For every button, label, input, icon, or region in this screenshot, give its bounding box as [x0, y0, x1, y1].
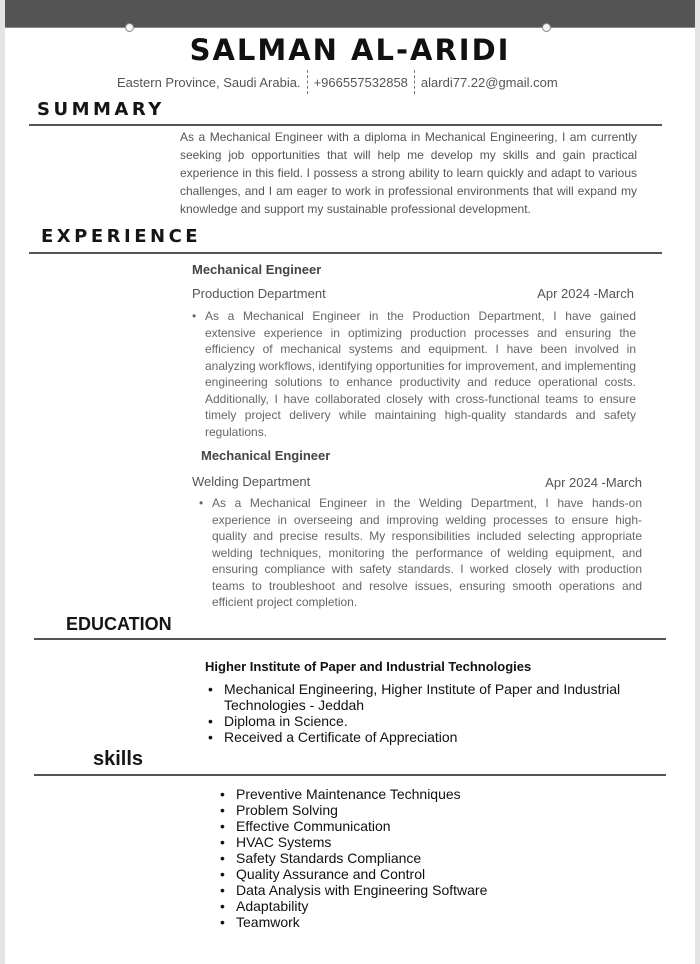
skill-item-text: Data Analysis with Engineering Software: [236, 882, 488, 898]
skill-item: [218, 802, 618, 818]
job-description-text: As a Mechanical Engineer in the Production Department, I have gained extensive experience in optimizing production processes and ensuring the efficiency of mechanical systems and equipment. I have been involved in analyzing workflows, identifying opportunities for improvement, and implementing engineering solutions to enhance productivity and reduce operational costs. Additionally, I have collaborated closely with cross-functional teams to ensure timely project delivery while maintaining high-quality standards and safety regulations.: [205, 309, 636, 439]
summary-divider: [29, 124, 662, 126]
job-date: Apr 2024 -March: [545, 475, 642, 490]
education-list: [206, 681, 626, 745]
skill-item-text: Teamwork: [236, 914, 300, 930]
bullet-icon: •: [220, 786, 225, 802]
skill-item: [218, 866, 618, 882]
job-title: Mechanical Engineer: [201, 448, 331, 463]
skill-item: [218, 786, 618, 802]
skill-item-text: Effective Communication: [236, 818, 391, 834]
bullet-icon: •: [199, 496, 204, 510]
skill-item: [218, 818, 618, 834]
phone-text: +966557532858: [313, 74, 408, 90]
education-item-text: Diploma in Science.: [224, 713, 348, 729]
education-divider: [34, 638, 666, 640]
education-item: [206, 729, 626, 745]
bullet-icon: •: [220, 802, 225, 818]
contact-line: [117, 70, 558, 94]
watermark-logo: [560, 928, 690, 954]
skill-item-text: Adaptability: [236, 898, 309, 914]
skill-item: [218, 898, 618, 914]
bullet-icon: •: [220, 914, 225, 930]
bullet-icon: •: [220, 850, 225, 866]
skill-item: [218, 914, 618, 930]
skills-divider: [34, 774, 666, 776]
skill-item-text: Problem Solving: [236, 802, 338, 818]
bullet-icon: •: [220, 834, 225, 850]
job-description-text: As a Mechanical Engineer in the Welding Department, I have hands-on experience in overseeing and improving welding processes to ensure high-quality and precise results. My responsibilities included selecting appropriate welding techniques, monitoring the performance of welding equipment, and ensuring compliance with safety standards. I worked closely with production teams to troubleshoot and resolve issues, ensuring smooth operations and efficient project completion.: [212, 496, 642, 609]
email-link[interactable]: alardi77.22@gmail.com: [420, 74, 558, 90]
bullet-icon: •: [208, 681, 213, 697]
bullet-icon: •: [208, 729, 213, 745]
skill-item: [218, 850, 618, 866]
education-item: [206, 681, 626, 713]
skill-item-text: Safety Standards Compliance: [236, 850, 422, 866]
skills-heading: skills: [93, 748, 144, 770]
document-top-bar: [5, 0, 695, 28]
bullet-icon: •: [220, 882, 225, 898]
education-item: [206, 713, 626, 729]
summary-heading: SUMMARY: [37, 99, 165, 120]
skill-item: [218, 882, 618, 898]
bullet-icon: •: [220, 866, 225, 882]
skill-item-text: Preventive Maintenance Techniques: [236, 786, 461, 802]
skill-item-text: HVAC Systems: [236, 834, 332, 850]
skill-item-text: Quality Assurance and Control: [236, 866, 426, 882]
experience-divider: [29, 252, 662, 254]
job-department: Production Department: [192, 286, 326, 301]
summary-text: As a Mechanical Engineer with a diploma in Mechanical Engineering, I am currently seeking job opportunities that will help me develop my skills and gain practical experience in this field. I possess a strong ability to learn quickly and adapt to various challenges, and I am eager to work in professional environments that will expand my knowledge and support my sustainable professional development.: [180, 130, 637, 216]
bullet-icon: •: [192, 309, 197, 323]
job-description: [192, 308, 636, 440]
contact-divider: [307, 70, 308, 94]
job-department: Welding Department: [192, 474, 311, 489]
contact-divider: [414, 70, 415, 94]
education-item-text: Received a Certificate of Appreciation: [224, 729, 458, 745]
job-date: Apr 2024 -March: [537, 286, 634, 301]
skill-item: [218, 834, 618, 850]
education-heading: EDUCATION: [66, 614, 172, 634]
candidate-name: SALMAN AL-ARIDI: [189, 33, 511, 67]
job-title: Mechanical Engineer: [192, 262, 322, 277]
location-text: Eastern Province, Saudi Arabia.: [117, 74, 301, 90]
education-item-text: Mechanical Engineering, Higher Institute of Paper and Industrial Technologies - Jeddah: [224, 681, 621, 713]
education-institution: Higher Institute of Paper and Industrial Technologies: [205, 659, 532, 674]
bullet-icon: •: [220, 818, 225, 834]
bullet-icon: •: [220, 898, 225, 914]
resize-handle-right-icon[interactable]: [542, 23, 551, 32]
resize-handle-left-icon[interactable]: [125, 23, 134, 32]
skills-list: [218, 786, 618, 930]
resume-page: [5, 0, 695, 964]
experience-heading: EXPERIENCE: [41, 226, 202, 247]
job-description: [199, 495, 642, 611]
bullet-icon: •: [208, 713, 213, 729]
